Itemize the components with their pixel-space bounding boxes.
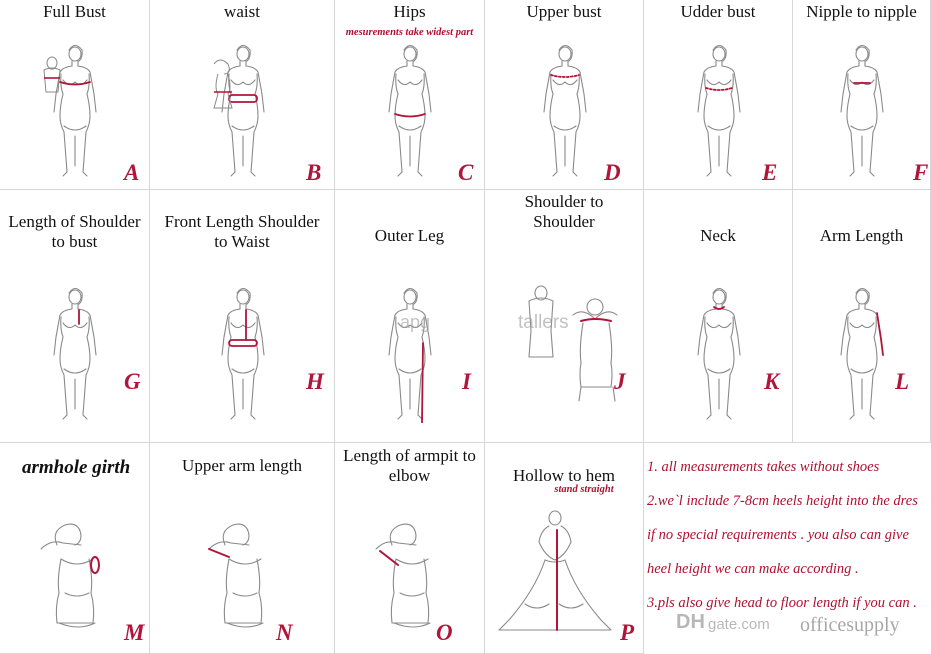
measurement-letter: E <box>762 160 778 185</box>
note-line-5: 3.pls also give head to floor length if you can . <box>647 595 917 611</box>
measurement-cell-m <box>0 443 150 654</box>
figure-illustration-icon <box>689 283 749 423</box>
figure-illustration-icon <box>832 40 892 180</box>
measurement-cell-h <box>150 190 335 443</box>
measurement-letter: C <box>458 160 474 185</box>
measurement-title: Hips <box>393 2 426 21</box>
figure-illustration-icon <box>45 283 105 423</box>
figure-illustration-icon <box>535 40 595 180</box>
watermark-domain: gate.com <box>708 616 770 633</box>
measurement-title: waist <box>224 2 260 21</box>
measurement-letter: J <box>614 369 626 394</box>
measurement-title: Nipple to nipple <box>806 2 917 21</box>
measurement-title: Udder bust <box>680 2 756 21</box>
measurement-title: Upper bust <box>526 2 602 21</box>
figure-illustration-icon <box>832 283 892 423</box>
measurement-cell-f <box>793 0 931 190</box>
measurement-cell-p <box>485 443 644 654</box>
measurement-title: Hollow to hem <box>513 466 615 485</box>
note-line-3: if no special requirements . you also can give <box>647 527 909 543</box>
figure-illustration-icon <box>380 283 440 423</box>
measurement-letter: L <box>895 369 910 394</box>
measurement-letter: G <box>124 369 141 394</box>
bust-sketch-icon <box>40 56 64 96</box>
figure-illustration-icon <box>380 40 440 180</box>
measurement-letter: P <box>620 620 635 645</box>
measurement-cell-g <box>0 190 150 443</box>
figure-illustration-icon <box>213 283 273 423</box>
measurement-title: Full Bust <box>43 2 106 21</box>
measurement-title: Neck <box>700 226 736 245</box>
measurement-title: Shoulder to Shoulder <box>524 192 604 231</box>
measurement-letter: D <box>604 160 621 185</box>
figure-illustration-icon <box>370 519 450 631</box>
figure-illustration-icon <box>689 40 749 180</box>
note-line-1: 1. all measurements takes without shoes <box>647 459 880 475</box>
measurement-letter: K <box>764 369 780 394</box>
measurement-letter: N <box>276 620 293 645</box>
measurement-note: mesurements take widest part <box>345 27 474 38</box>
measurement-cell-e <box>644 0 793 190</box>
measurement-letter: H <box>306 369 324 394</box>
figure-illustration-icon <box>35 519 115 631</box>
dh-logo-icon: DH <box>676 611 705 633</box>
measurement-letter: B <box>306 160 322 185</box>
watermark-overlay-left: apg <box>400 312 431 332</box>
measurement-title: Upper arm length <box>182 456 302 475</box>
measurement-cell-a <box>0 0 150 190</box>
measurement-letter: O <box>436 620 453 645</box>
measurement-letter: F <box>913 160 929 185</box>
note-line-2: 2.we`l include 7-8cm heels height into the dres <box>647 493 918 509</box>
measurement-title: Outer Leg <box>374 226 445 245</box>
measurement-letter: A <box>124 160 140 185</box>
watermark-store-name: officesupply <box>800 614 900 636</box>
figure-illustration-icon <box>495 504 615 636</box>
measurement-cell-n <box>150 443 335 654</box>
measurement-cell-b <box>150 0 335 190</box>
measurement-title: Arm Length <box>819 226 904 245</box>
waist-sketch-icon <box>208 58 238 110</box>
measurement-note: stand straight <box>554 484 614 495</box>
note-line-4: heel height we can make according . <box>647 561 859 577</box>
measurement-letter: M <box>124 620 145 645</box>
measurement-cell-l <box>793 190 931 443</box>
figure-illustration-icon <box>555 293 645 405</box>
measurement-cell-o <box>335 443 485 654</box>
measurement-cell-k <box>644 190 793 443</box>
measurement-letter: I <box>462 369 471 394</box>
figure-illustration-icon <box>203 519 283 631</box>
measurement-title: Length of Shoulder to bust <box>8 212 141 251</box>
watermark-overlay-right: tallers <box>518 312 569 333</box>
measurement-cell-d <box>485 0 644 190</box>
measurement-title: Length of armpit to elbow <box>343 446 476 485</box>
measurement-title: Front Length Shoulder to Waist <box>164 212 320 251</box>
measurement-title: armhole girth <box>22 457 131 478</box>
measurement-cell-c <box>335 0 485 190</box>
